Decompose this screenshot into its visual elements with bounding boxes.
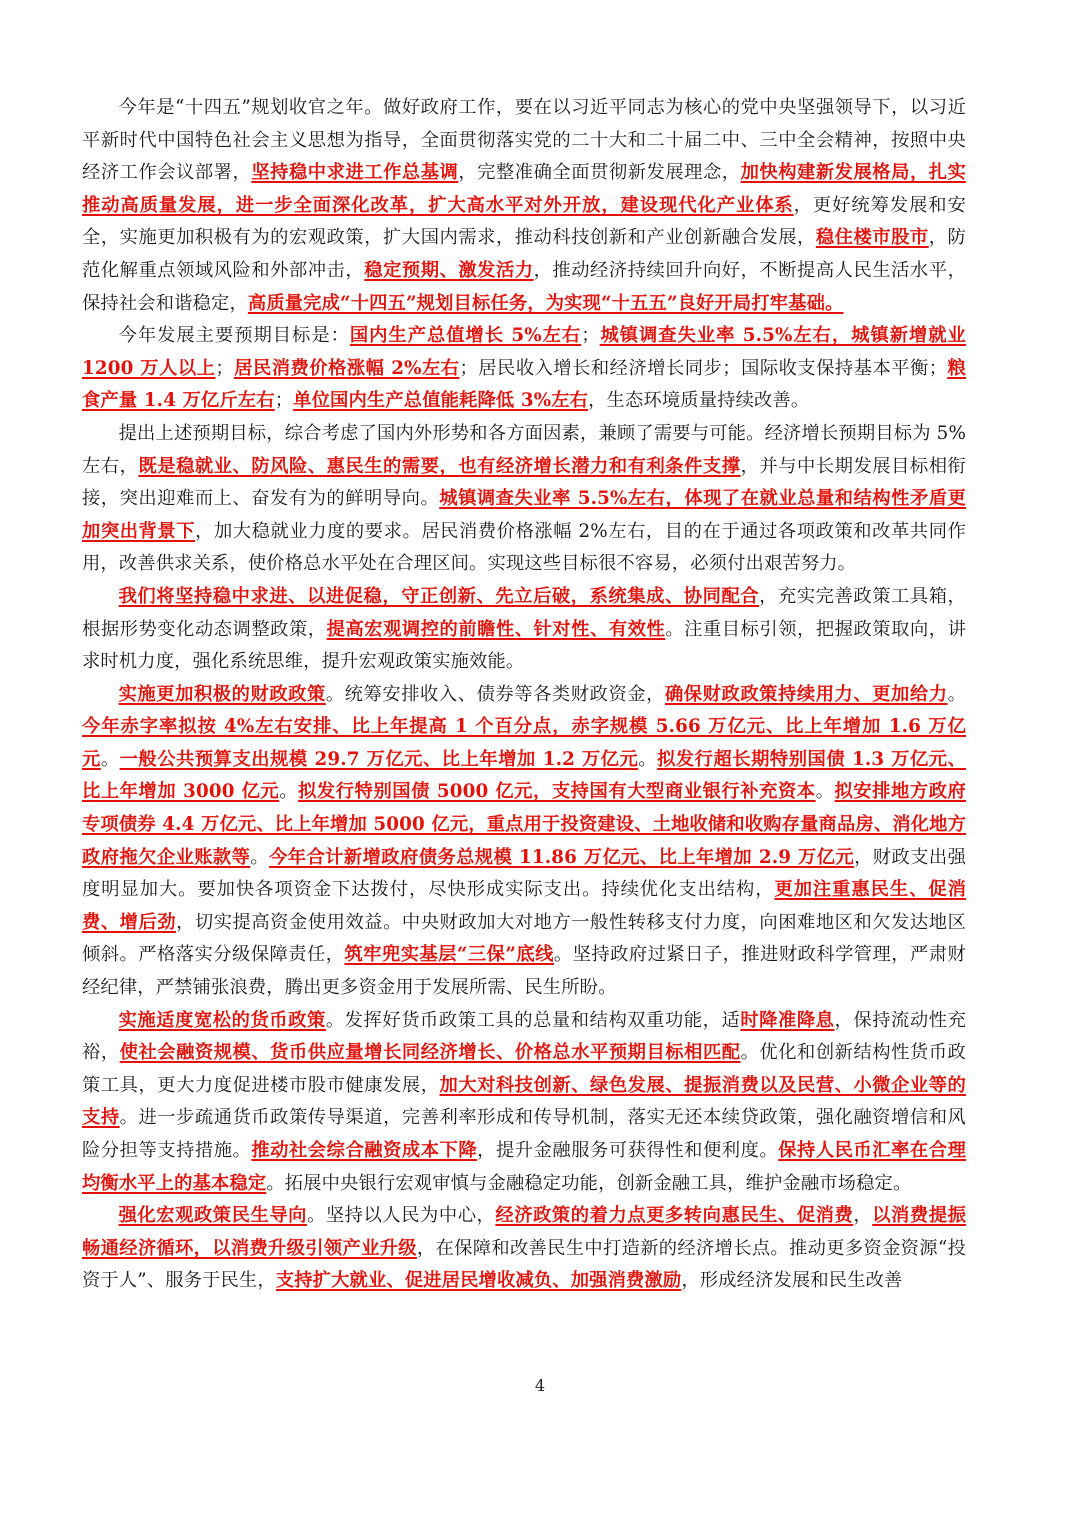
highlighted-text: 加大对科技创新、绿色发展、提振消费以及民营、小微企业等的支持 (82, 1074, 966, 1129)
body-text: 。注重目标引领，把握政策取向，讲求时机力度，强化系统思维，提升宏观政策实施效能。 (82, 618, 967, 673)
page-number: 4 (534, 1376, 546, 1395)
body-text: ；居民收入增长和经济增长同步；国际收支保持基本平衡； (459, 357, 948, 379)
highlighted-text: 拟发行特别国债 5000 亿元，支持国有大型商业银行补充资本 (298, 781, 816, 803)
highlighted-text: 推动社会综合融资成本下降 (251, 1140, 478, 1161)
body-text: 。 (100, 748, 120, 770)
highlighted-text: 确保财政政策持续用力、更加给力 (664, 683, 948, 705)
highlighted-text: 拟发行超长期特别国债 1.3 万亿元、比上年增加 3000 亿元 (82, 748, 966, 803)
highlighted-text: 城镇调查失业率 5.5%左右，体现了在就业总量和结构性矛盾更加突出背景下 (82, 488, 966, 542)
body-text: 。坚持政府过紧日子，推进财政科学管理，严肃财经纪律，严禁铺张浪费，腾出更多资金用于发展所需、民生所盼。 (82, 944, 966, 999)
highlighted-text: 以消费提振畅通经济循环，以消费升级引领产业升级 (82, 1205, 967, 1259)
body-text: 提出上述预期目标，综合考虑了国内外形势和各方面因素，兼顾了需要与可能。经济增长预期目标为 5%左右， (82, 422, 966, 477)
body-text: 。统筹安排收入、债券等各类财政资金， (325, 683, 665, 705)
body-text: ，并与中长期发展目标相衔接，突出迎难而上、奋发有为的鲜明导向。 (82, 455, 966, 510)
highlighted-text: 拟安排地方政府专项债券 4.4 万亿元、比上年增加 5000 亿元，重点用于投资建设、土地收储和收购存量商品房、消化地方政府拖欠企业账款等 (82, 781, 966, 868)
body-text: ，防范化解重点领域风险和外部冲击， (82, 227, 966, 281)
body-text: 今年是“十四五”规划收官之年。做好政府工作，要在以习近平同志为核心的党中央坚强领导下，以习近平新时代中国特色社会主义思想为指导，全面贯彻落实党的二十大和二十届二中、三中全会精神，按照中央经济工作会议部署， (82, 97, 966, 184)
highlighted-text: 提高宏观调控的前瞻性、针对性、有效性 (326, 618, 666, 640)
highlighted-text: 居民消费价格涨幅 2%左右 (233, 357, 460, 379)
body-text: ； (215, 357, 234, 379)
highlighted-text: 既是稳就业、防风险、惠民生的需要，也有经济增长潜力和有利条件支撑 (138, 455, 741, 477)
highlighted-text: 更加注重惠民生、促消费、增后劲 (82, 879, 966, 933)
highlighted-text: 城镇调查失业率 5.5%左右，城镇新增就业 1200 万人以上 (82, 325, 966, 379)
paragraph-2 (82, 320, 966, 418)
highlighted-text: 使社会融资规模、货币供应量增长同经济增长、价格总水平预期目标相匹配 (119, 1042, 741, 1064)
body-text: ，保持流动性充裕， (82, 1009, 967, 1064)
body-text: 。拓展中央银行宏观审慎与金融稳定功能，创新金融工具，维护金融市场稳定。 (266, 1172, 912, 1194)
body-text: 。坚持以人民为中心， (307, 1205, 496, 1227)
highlighted-text: 今年赤字率拟按 4%左右安排、比上年提高 1 个百分点，赤字规模 5.66 万亿元、比上年增加 1.6 万亿元 (82, 716, 966, 770)
body-text: 。发挥好货币政策工具的总量和结构双重功能，适 (325, 1009, 741, 1031)
body-text: 。 (250, 846, 270, 868)
paragraph-5 (82, 679, 966, 1005)
highlighted-text: 今年合计新增政府债务总规模 11.86 万亿元、比上年增加 2.9 万亿元 (269, 846, 855, 868)
highlighted-text: 高质量完成“十四五”规划目标任务，为实现“十五五”良好开局打牢基础。 (247, 292, 844, 314)
highlighted-text: 强化宏观政策民生导向 (118, 1205, 307, 1227)
highlighted-text: 粮食产量 1.4 万亿斤左右 (82, 357, 966, 412)
body-text: ，加大稳就业力度的要求。居民消费价格涨幅 2%左右，目的在于通过各项政策和改革共同作用，改善供求关系，使价格总水平处在合理区间。实现这些目标很不容易，必须付出艰苦努力。 (82, 520, 966, 575)
highlighted-text: 一般公共预算支出规模 29.7 万亿元、比上年增加 1.2 万亿元 (119, 748, 639, 770)
body-text: ，切实提高资金使用效益。中央财政加大对地方一般性转移支付力度，向困难地区和欠发达地区倾斜。严格落实分级保障责任， (82, 911, 966, 966)
paragraph-6 (82, 1005, 966, 1201)
highlighted-text: 实施更加积极的财政政策 (118, 683, 326, 705)
highlighted-text: 加快构建新发展格局，扎实推动高质量发展，进一步全面深化改革，扩大高水平对外开放，建设现代化产业体系 (82, 162, 967, 216)
body-text: ，在保障和改善民生中打造新的经济增长点。推动更多资金资源“投资于人”、服务于民生， (82, 1237, 966, 1292)
body-text: ，财政支出强度明显加大。要加快各项资金下达拨付，尽快形成实际支出。持续优化支出结构， (82, 846, 967, 901)
body-text: ； (274, 390, 294, 412)
body-text: 。优化和创新结构性货币政策工具，更大力度促进楼市股市健康发展， (82, 1042, 966, 1096)
highlighted-text: 稳定预期、激发活力 (364, 259, 534, 281)
body-text: ，提升金融服务可获得性和便利度。 (477, 1140, 779, 1161)
document-body (82, 92, 966, 1298)
paragraph-7 (82, 1200, 966, 1298)
highlighted-text: 支持扩大就业、促进居民增收减负、加强消费激励 (275, 1270, 682, 1292)
body-text: ，推动经济持续回升向好，不断提高人民生活水平，保持社会和谐稳定， (82, 259, 967, 314)
highlighted-text: 国内生产总值增长 5%左右 (349, 325, 582, 347)
body-text: 。 (638, 748, 658, 770)
body-text: ，生态环境质量持续改善。 (588, 390, 810, 412)
highlighted-text: 保持人民币汇率在合理均衡水平上的基本稳定 (82, 1140, 966, 1194)
highlighted-text: 筑牢兜实基层“三保”底线 (344, 944, 554, 966)
paragraph-3 (82, 418, 966, 581)
body-text: 。进一步疏通货币政策传导渠道，完善利率形成和传导机制，落实无还本续贷政策，强化融资增信和风险分担等支持措施。 (82, 1107, 966, 1161)
body-text: 。 (947, 683, 967, 705)
paragraph-4 (82, 581, 966, 679)
highlighted-text: 我们将坚持稳中求进、以进促稳，守正创新、先立后破，系统集成、协同配合 (118, 585, 760, 607)
body-text: ，充实完善政策工具箱，根据形势变化动态调整政策， (82, 585, 966, 640)
body-text: 今年发展主要预期目标是： (118, 325, 350, 347)
highlighted-text: 时降准降息 (740, 1009, 835, 1031)
body-text: ，形成经济发展和民生改善 (681, 1270, 903, 1292)
highlighted-text: 实施适度宽松的货币政策 (118, 1009, 326, 1031)
body-text: 。 (815, 781, 835, 803)
highlighted-text: 经济政策的着力点更多转向惠民生、促消费 (495, 1205, 854, 1227)
highlighted-text: 单位国内生产总值能耗降低 3%左右 (293, 390, 589, 412)
body-text: ，更好统筹发展和安全，实施更加积极有为的宏观政策，扩大国内需求，推动科技创新和产业创新融合发展， (82, 194, 966, 249)
body-text: ，完整准确全面贯彻新发展理念， (458, 162, 741, 184)
body-text: ； (581, 325, 600, 347)
paragraph-1 (82, 92, 966, 320)
highlighted-text: 坚持稳中求进工作总基调 (251, 162, 459, 184)
body-text: ， (853, 1205, 873, 1227)
body-text: 。 (279, 781, 299, 803)
highlighted-text: 稳住楼市股市 (815, 227, 929, 249)
